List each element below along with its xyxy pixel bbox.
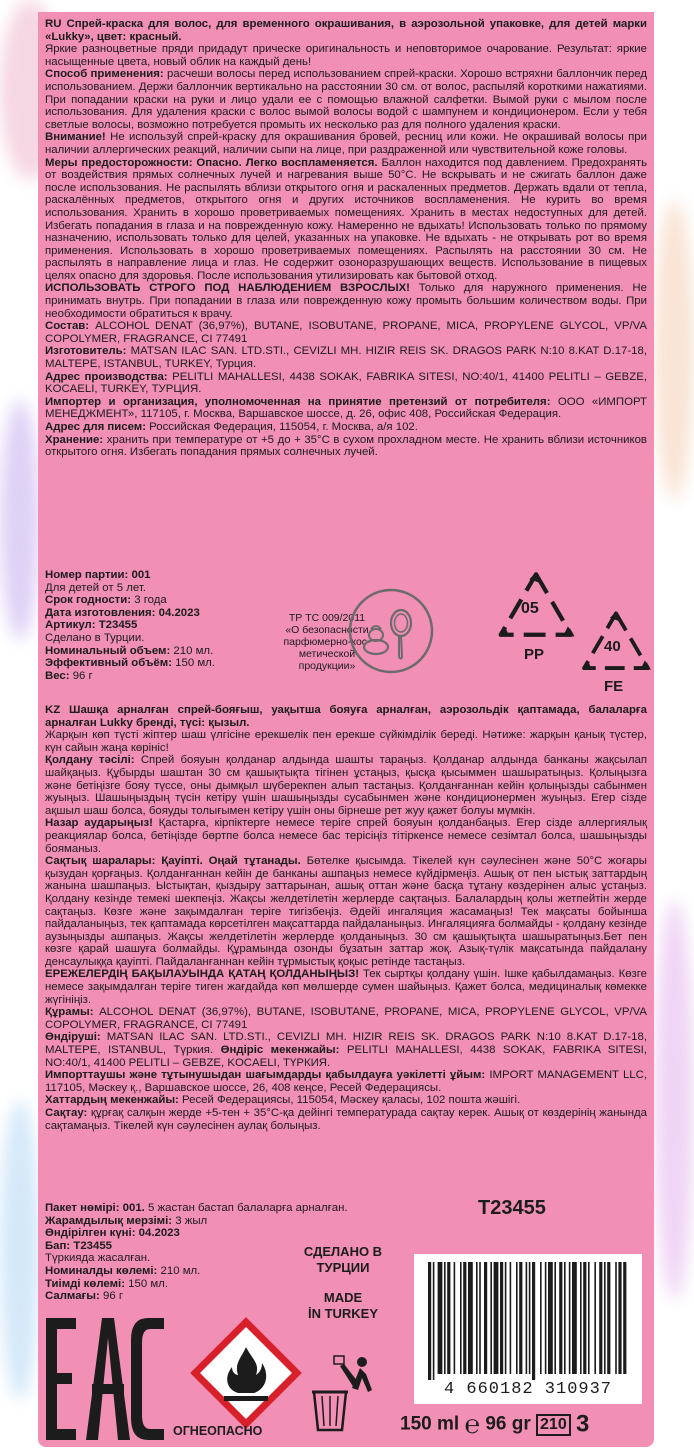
ru-weight: 96 г	[72, 669, 93, 682]
net-weight: 96 gr	[485, 1413, 531, 1435]
net-quantity	[400, 1409, 589, 1440]
barcode-bar	[545, 1262, 547, 1374]
kz-article: Бап: T23455	[45, 1239, 112, 1252]
ru-shelf: 3 года	[134, 594, 167, 607]
ru-precautions: Баллон находится под давлением. Предохранять от воздействия прямых солнечных лучей и нагревания выше 50°C. Не вскрывать и не сжигать баллон даже после использования. Не распылять вблизи открытого огня и раскаленных предметов. Держать вдали от тепла, раскалённых предметов, открытого огня и других источников воспламенения. Не курить во время использования. Хранить в хорошо проветриваемых помещениях. Хранить в местах недоступных для детей. Избегать попадания в глаза и на поврежденную кожу. Намеренно не вдыхать! Использовать только по прямому назначению, использовать только для целей, указанных на упаковке. Не вдыхать - не открывать рот во время применения. Использовать в хорошо проветриваемых помещениях. Распылять на расстоянии 30 см. Не распылять в направление лица и глаз. Не содержит озоноразрушающих веществ. Использование в пищевых целях опасно для здоровья. После использования утилизировать как бытовой отход.	[45, 156, 648, 282]
kz-importer-label: Импорттаушы және тұтынушыдан шағымдарды қабылдауға уәкілетті ұйым:	[45, 1069, 486, 1082]
cosmetics-icon	[347, 587, 435, 675]
barcode	[414, 1254, 642, 1404]
kz-supervision: Тек сыртқы қолдану үшін. Ішке қабылдамаңыз. Көзге немесе зақымдалған теріге тиген жағдайда көп мөлшерде сумен шайыңыз. Қажет болса, медициналық көмекке жүгініңіз.	[45, 968, 647, 1006]
ru-nominal-label: Номинальный объем:	[45, 644, 171, 657]
flammable-hazard-icon	[190, 1317, 302, 1429]
ru-date: Дата изготовления: 04.2023	[45, 606, 200, 619]
barcode-bar	[476, 1262, 478, 1374]
ru-method-label: Способ применения:	[45, 68, 164, 81]
ru-effective: 150 мл.	[175, 657, 215, 670]
barcode-bar	[540, 1262, 542, 1374]
kz-date: Өндірілген күні: 04.2023	[45, 1227, 180, 1240]
estimated-sign-icon: ℮	[464, 1409, 481, 1439]
barcode-bar	[519, 1262, 522, 1374]
barcode-bar	[623, 1262, 626, 1374]
ru-supervision-label: ИСПОЛЬЗОВАТЬ СТРОГО ПОД НАБЛЮДЕНИЕМ ВЗРОСЛЫХ!	[45, 282, 410, 295]
kz-storage: құрғақ салқын жерде +5-тен + 35°С-қа дейінгі температурада сақтау керек. Ашық от көздерінің жанында сақтамаңыз. Тікелей күн сәулесінен аулақ болыңыз.	[45, 1107, 647, 1132]
barcode-bar	[615, 1262, 617, 1374]
kz-attention-label: Назар аударыңыз!	[45, 817, 153, 830]
barcode-bar	[463, 1262, 466, 1374]
ru-age: Для детей от 5 лет.	[45, 581, 146, 594]
barcode-bar	[569, 1262, 571, 1374]
barcode-bar	[572, 1262, 577, 1374]
ru-manufacturer-label: Изготовитель:	[45, 345, 127, 358]
barcode-bar	[583, 1262, 586, 1374]
aerosol-mark-icon: 3	[576, 1410, 590, 1438]
ru-letters-label: Адрес для писем:	[45, 421, 146, 433]
net-volume: 150 ml	[400, 1413, 460, 1435]
ru-production: PELITLI MAHALLESI, 4438 SOKAK, FABRIKA SITESI, NO:40/1, 41400 PELITLI – GEBZE, KOCAELI, TURKEY, ТУРЦИЯ.	[45, 370, 647, 396]
kz-method-label: Қолдану тәсілі:	[45, 754, 135, 767]
barcode-bar	[588, 1262, 590, 1374]
barcode-bar	[526, 1262, 528, 1374]
barcode-bar	[510, 1262, 512, 1374]
background-blob-right2	[655, 900, 694, 1300]
barcode-bar	[580, 1262, 582, 1374]
kz-effective: 150 мл.	[128, 1277, 168, 1290]
kz-effective-label: Тиімді көлемі:	[45, 1277, 125, 1290]
barcode-bar	[447, 1262, 450, 1374]
kz-intro: Жарқын көп түсті жіптер шаш үлгісіне ерекшелік пен ерекше сүйкімділік береді. Нәтиже: жарқын қанық түстер, күн сайын жаңа көрініс!	[45, 729, 647, 754]
barcode-bar	[529, 1262, 531, 1374]
kz-composition-label: Құрамы:	[45, 1006, 94, 1019]
barcode-digits: 4 660182 310937	[443, 1380, 613, 1399]
barcode-bar	[454, 1262, 456, 1374]
kz-production: PELITLI MAHALLESI, 4438 SOKAK, FABRIKA SITESI, NO:40/1, 41400 PELITLI – GEBZE, KOCAELI, ТҮРКИЯ.	[45, 1044, 648, 1069]
kz-made-in: Түркияда жасалған.	[45, 1252, 151, 1265]
ru-production-label: Адрес производства:	[45, 370, 168, 383]
barcode-bar	[564, 1262, 566, 1374]
kz-weight: 96 г	[102, 1290, 123, 1303]
barcode-bar	[559, 1262, 562, 1374]
made-in-turkey-ru: СДЕЛАНО В ТУРЦИИ	[303, 1244, 383, 1275]
kz-section	[45, 704, 647, 1132]
barcode-bar	[516, 1262, 518, 1374]
ru-effective-label: Эффективный объём:	[45, 657, 172, 670]
made-en-line2: İN TURKEY	[307, 1306, 379, 1321]
barcode-bar	[479, 1262, 481, 1374]
ru-method: расчеши волосы перед использованием спрей-краски. Хорошо встряхни баллончик перед использованием. Держи баллончик вертикально на расстоянии 30 см. от волос, распыляй короткими нажатиями. При попадании краски на руки и лицо удали ее с помощью влажной салфетки. Вымой руки с мылом после использования. Для удаления краски с волос вымой волосы водой с шампунем и кондиционером. Если у тебя светлые волосы, возможно потребуется промыть их несколько раз для полного удаления краски.	[45, 68, 648, 131]
kz-weight-label: Салмағы:	[45, 1290, 100, 1303]
recycle-pp-label: PP	[524, 646, 545, 663]
ru-title: Спрей-краска для волос, для временного окрашивания, в аэрозольной упаковке, для детей марки «Lukky», цвет: красный.	[45, 18, 647, 43]
hazard-label: ОГНЕОПАСНО	[173, 1424, 263, 1438]
tidyman-bin-icon	[310, 1352, 376, 1432]
barcode-bar	[444, 1262, 446, 1374]
barcode-bar	[604, 1262, 606, 1374]
made-en-line1: MADE	[323, 1290, 363, 1305]
ru-prefix: RU	[45, 18, 62, 30]
kz-precautions: Бөтелке қысымда. Тікелей күн сәулесінен және 50°C жоғары қызудан қорғаңыз. Қолданғаннан кейін де банканы ашпаңыз немесе күйдірмеңіз. Ашық от пен ыстық заттардың жанына шашпаңыз. Ыстықтан, қыздыру заттарынан, ашық оттан және басқа тұтану көздерінен алыс ұстаңыз. Қолдану кезінде темекі шекпеңіз. Жақсы желдетілетін жерлерде сақтаңыз. Балалардың қолы жетпейтін жерде сақтаңыз. Көзге және зақымдалған теріге тигізбеңіз. Әдейі ингаляция жасамаңыз! Тек мақсаты бойынша пайдаланыңыз, тек қаптамада көрсетілген мақсаттарда пайдаланыңыз. Ингаляцияға болмайды - қолдану кезінде аузыңызды ашпаңыз. Жақсы желдетілетін жерлерде қолданыңыз. 30 см қашықтықта шашыратыңыз.Бет пен көзге қарай шашуға болмайды. Құрамында озонды бұзатын заттар жоқ. Азық-түлік мақсатында пайдалану денсаулыққа қауіпті. Пайдаланғаннан кейін тұрмыстық қоқыс ретінде тастаңыз.	[45, 855, 647, 968]
barcode-bar	[594, 1262, 596, 1374]
article-code: T23455	[478, 1197, 546, 1219]
kz-letters: Ресей Федерациясы, 115054, Мәскеу қаласы, 102 пошта жәшігі.	[182, 1094, 521, 1107]
ru-shelf-label: Срок годности:	[45, 594, 132, 607]
recycle-fe-number: 40	[604, 638, 621, 655]
ru-batch: Номер партии: 001	[45, 569, 151, 581]
kz-composition: ALCOHOL DENAT (36,97%), BUTANE, ISOBUTANE, PROPANE, MICA, PROPYLENE GLYCOL, VP/VA COPOLYMER, FRAGRANCE, CI 77491	[45, 1006, 647, 1031]
product-label	[38, 12, 654, 1447]
recycle-pp-number: 05	[521, 600, 539, 617]
barcode-bar	[484, 1262, 487, 1374]
kz-letters-label: Хаттардың мекенжайы:	[45, 1094, 179, 1107]
background-blob-left	[0, 400, 40, 640]
nominal-volume-box: 210	[536, 1414, 571, 1436]
barcode-bar	[554, 1262, 556, 1374]
ru-storage: хранить при температуре от +5 до + 35°С в сухом прохладном месте. Не хранить вблизи источников открытого огня. Избегать попадания прямых солнечных лучей.	[45, 433, 647, 459]
barcode-bar	[428, 1262, 431, 1380]
ru-importer: ООО «ИМПОРТ МЕНЕДЖМЕНТ», 117105, г. Москва, Варшавское шоссе, д. 26, офис 408, Российская Федерация.	[45, 395, 647, 421]
kz-shelf-label: Жарамдылық мерзімі:	[45, 1214, 173, 1227]
ru-weight-label: Вес:	[45, 669, 70, 682]
ru-storage-label: Хранение:	[45, 433, 104, 446]
ru-section	[45, 18, 647, 459]
kz-product-details	[45, 1202, 475, 1303]
ru-importer-label: Импортер и организация, уполномоченная на принятие претензий от потребителя:	[45, 395, 551, 408]
barcode-bar	[500, 1262, 503, 1374]
barcode-bar	[532, 1262, 535, 1380]
kz-manufacturer: MATSAN ILAC SAN. LTD.STI., CEVIZLI MH. HIZIR REIS SK. DRAGOS PARK N:10 8.KAT D.17-18, MALTEPE, ISTANBUL, Түркия.	[45, 1031, 647, 1057]
ru-precautions-label: Меры предосторожности: Опасно. Легко воспламеняется.	[45, 156, 378, 169]
ru-made-in: Сделано в Турции.	[45, 631, 145, 644]
barcode-bar	[548, 1262, 553, 1374]
barcode-bar	[468, 1262, 473, 1374]
kz-nominal: 210 мл.	[160, 1264, 201, 1277]
ru-letters: Российская Федерация, 115054, г. Москва, а/я 102.	[149, 421, 418, 433]
kz-production-label: Өндіріс мекенжайы:	[220, 1044, 340, 1057]
recycle-fe-label: FE	[604, 678, 624, 695]
barcode-bar	[607, 1262, 610, 1374]
background-blob-bottom	[0, 1100, 40, 1400]
tr-ts-number: ТР ТС 009/2011	[288, 612, 366, 624]
barcode-bar	[618, 1262, 621, 1374]
ru-product-details	[45, 569, 295, 682]
barcode-bar	[438, 1262, 443, 1374]
kz-manufacturer-label: Өндіруші:	[45, 1031, 101, 1044]
kz-storage-label: Сақтау:	[45, 1107, 88, 1119]
kz-title: Шашқа арналған спрей-бояғыш, уақытша бояуға арналған, аэрозольдік қаптамада, балаларға арналған Lukky бренді, түсі: қызыл.	[45, 704, 647, 729]
kz-prefix: KZ	[45, 704, 61, 716]
tr-ts-title: «О безопасности парфюмерно-кос-метической продукции»	[283, 624, 371, 672]
kz-nominal-label: Номиналды көлемі:	[45, 1264, 158, 1277]
barcode-bar	[494, 1262, 499, 1374]
barcode-bar	[433, 1262, 435, 1380]
ru-article: Артикул: T23455	[45, 619, 138, 632]
ru-composition: ALCOHOL DENAT (36,97%), BUTANE, ISOBUTANE, PROPANE, MICA, PROPYLENE GLYCOL, VP/VA COPOLYMER, FRAGRANCE, CI 77491	[45, 320, 647, 345]
barcode-bar	[505, 1262, 507, 1374]
kz-attention: Қастарға, кірпіктерге немесе теріге спрей бояуын қолданбаңыз. Егер сізде аллергиялық реакциялар болса, бетіңізде бөртпе болса немесе бас терісіңіз тітіркенсе немесе сезімтал болса, шашыңызды бояманыз.	[45, 817, 647, 855]
barcode-bar	[490, 1262, 492, 1374]
kz-method: Спрей бояуын қолданар алдында шашты тараңыз. Қолданар алдында банканы жақсылап шайқаңыз. Құбырды шаштан 30 см қашықтықта тігінен ұстаңыз, қысқа қысыммен шашыратыңыз. Қолыңызға және бетіңізге бояу түссе, оны дымқыл шүберекпен алып тастаңыз. Қолданғаннан кейін қолыңызды сабынмен жуыңыз. Шашыңыздың түсін кетіру үшін шашыңызды сусабынмен және кондиционермен жуыңыз. Егер сізде ақшыл шаш болса, бояуды толығымен кетіру үшін оны бірнеше рет жуу қажет болуы мүмкін.	[45, 754, 647, 817]
kz-importer: IMPORT MANAGEMENT LLC, 117105, Мәскеу қ., Варшавское шоссе, 26, 408 кеңсе, Ресей Федерациясы.	[45, 1069, 648, 1094]
ru-composition-label: Состав:	[45, 320, 90, 333]
ru-supervision: Только для наружного применения. Не принимать внутрь. При попадании в глаза или поврежденную кожу промыть большим количеством воды. При необходимости обратиться к врачу.	[45, 282, 647, 320]
eac-logo	[46, 1318, 164, 1440]
ru-intro: Яркие разноцветные пряди придадут прическе оригинальность и неповторимое очарование. Результат: яркие насыщенные цвета, новый облик на каждый день!	[45, 43, 647, 68]
kz-batch: Пакет нөмірі: 001.	[45, 1202, 145, 1214]
ru-nominal: 210 мл.	[173, 644, 214, 657]
kz-shelf: 3 жыл	[175, 1214, 208, 1227]
ru-manufacturer: MATSAN ILAC SAN. LTD.STI., CEVIZLI MH. HIZIR REIS SK. DRAGOS PARK N:10 8.KAT D.17-18, MALTEPE, ISTANBUL, TURKEY, Турция.	[45, 345, 647, 371]
barcode-bar	[599, 1262, 602, 1374]
background-blob-right	[655, 200, 694, 500]
kz-age: 5 жастан бастап балаларға арналған.	[148, 1202, 348, 1214]
kz-supervision-label: ЕРЕЖЕЛЕРДІҢ БАҚЫЛАУЫНДА ҚАТАҢ ҚОЛДАНЫҢЫЗ!	[45, 968, 360, 981]
ru-attention: Не используй спрей-краску для окрашивания бровей, ресниц или кожи. Не окрашивай волосы при наличии аллергических реакций, наличии сыпи на лице, при раздраженной или чувствительной коже головы.	[45, 131, 647, 156]
barcode-bar	[460, 1262, 462, 1374]
kz-precautions-label: Сақтық шаралары: Қауіпті. Оңай тұтанады.	[45, 855, 301, 868]
ru-attention-label: Внимание!	[45, 131, 106, 144]
